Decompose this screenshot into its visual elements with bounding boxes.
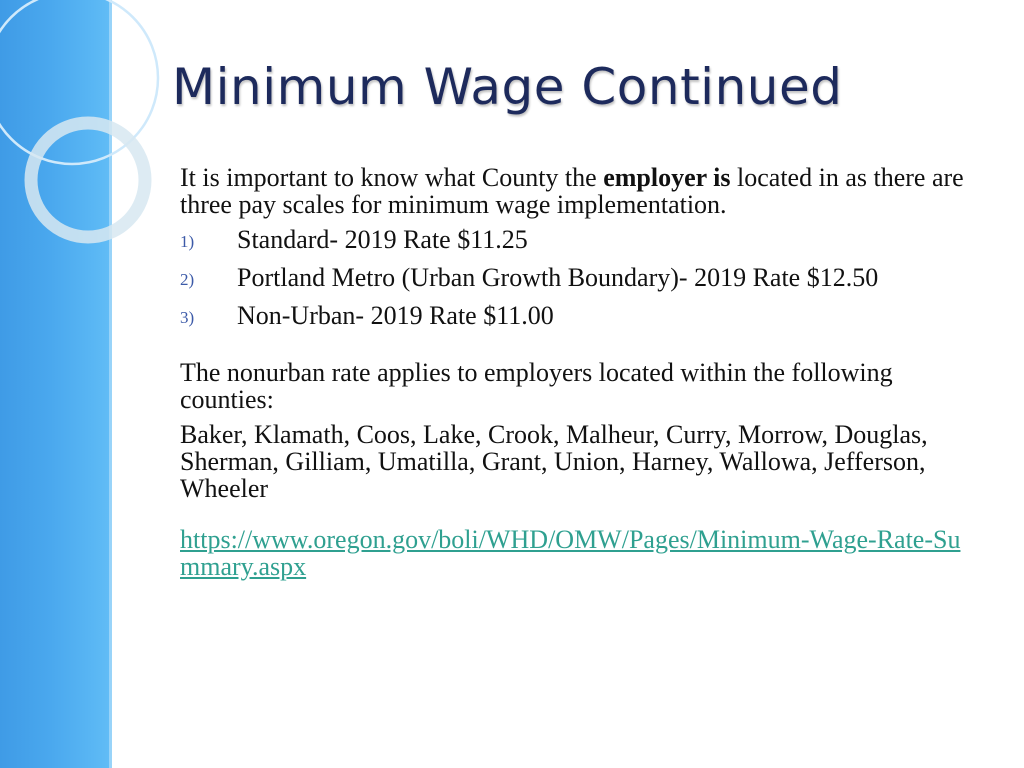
rate-list — [180, 226, 990, 331]
oregon-boli-link[interactable]: https://www.oregon.gov/boli/WHD/OMW/Pages/Minimum-Wage-Rate-Summary.aspx — [180, 525, 961, 581]
rate-item-non-urban — [180, 302, 990, 331]
slide-title: Minimum Wage Continued — [172, 58, 843, 116]
slide-body — [180, 164, 990, 580]
rate-text: Non-Urban- 2019 Rate $11.00 — [237, 301, 554, 330]
rate-item-standard — [180, 226, 990, 255]
intro-text-end: located in as there are three pay scales for minimum wage implementation. — [180, 163, 964, 219]
rate-number: 1) — [180, 232, 195, 251]
intro-paragraph — [180, 164, 990, 218]
rate-text: Standard- 2019 Rate $11.25 — [237, 225, 528, 254]
rate-text: Portland Metro (Urban Growth Boundary)- 2019 Rate $12.50 — [237, 263, 879, 292]
county-list: Baker, Klamath, Coos, Lake, Crook, Malheur, Curry, Morrow, Douglas, Sherman, Gilliam, Umatilla, Grant, Union, Harney, Wallowa, Jefferson, Wheeler — [180, 420, 928, 503]
intro-bold-text: employer is — [603, 163, 731, 192]
rate-item-portland-metro — [180, 264, 990, 293]
rate-number: 3) — [180, 308, 195, 327]
rate-number: 2) — [180, 270, 195, 289]
nonurban-note: The nonurban rate applies to employers located within the following counties: — [180, 358, 893, 414]
side-accent-band — [0, 0, 112, 768]
intro-text-start: It is important to know what County the — [180, 163, 604, 192]
